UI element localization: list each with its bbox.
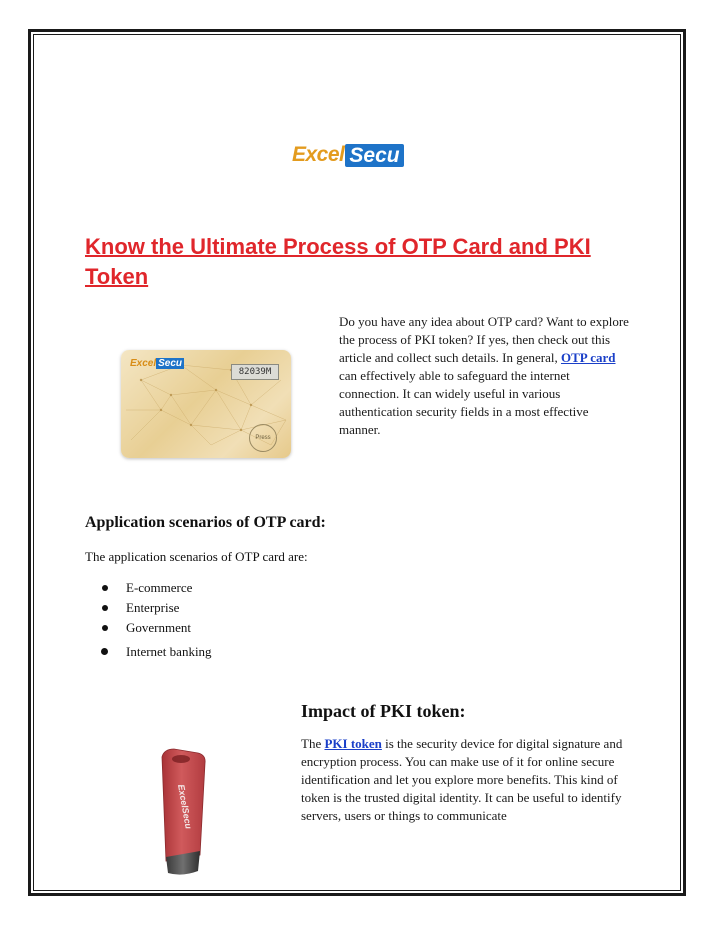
pki-token-image	[148, 743, 220, 878]
pki-token-link[interactable]: PKI token	[324, 736, 382, 751]
otp-card-link[interactable]: OTP card	[560, 350, 616, 365]
applications-intro: The application scenarios of OTP card are:	[85, 549, 308, 564]
bullet-icon	[102, 585, 108, 591]
list-item	[100, 578, 212, 598]
card-otp-display: 82039M	[231, 364, 279, 380]
intro-text-end: can effectively able to safeguard the internet connection. It can widely useful in various authentication security fields in a most effective manner.	[339, 368, 589, 437]
applications-heading: Application scenarios of OTP card:	[85, 514, 326, 531]
logo-secu-text: Secu	[345, 144, 403, 167]
usb-token-icon	[148, 743, 220, 878]
pki-heading: Impact of PKI token:	[301, 701, 466, 721]
pki-text-start: The	[301, 736, 325, 751]
scenario-list	[100, 578, 212, 662]
list-item	[100, 642, 212, 662]
card-press-button: Press	[249, 424, 277, 452]
excelsecu-logo	[292, 142, 424, 168]
card-logo-excel: Excel	[130, 358, 157, 369]
list-item-label: Internet banking	[126, 644, 212, 659]
list-item-label: Government	[126, 620, 191, 635]
token-brand-text: ExcelSecu	[176, 783, 194, 830]
pki-text-end: is the security device for digital signature and encryption process. You can make use of it for online secure identification and let you explore more benefits. This kind of token is the trusted digital identity. It can be useful to identify servers, users or things to communicate	[301, 736, 623, 823]
list-item	[100, 598, 212, 618]
otp-card-image	[121, 350, 291, 458]
card-logo	[130, 358, 184, 369]
intro-text-start: Do you have any idea about OTP card? Want to explore the process of PKI token? If yes, then check out this article and collect such details. In general,	[339, 314, 629, 365]
list-item	[100, 618, 212, 638]
page-title: Know the Ultimate Process of OTP Card and PKI Token	[85, 234, 591, 289]
intro-paragraph	[339, 313, 631, 439]
pki-paragraph	[301, 735, 631, 825]
card-logo-secu: Secu	[158, 358, 183, 369]
logo-excel-text: Excel	[292, 143, 345, 166]
list-item-label: Enterprise	[126, 600, 180, 615]
bullet-icon	[102, 605, 108, 611]
bullet-icon	[101, 648, 108, 655]
bullet-icon	[102, 625, 108, 631]
list-item-label: E-commerce	[126, 580, 193, 595]
